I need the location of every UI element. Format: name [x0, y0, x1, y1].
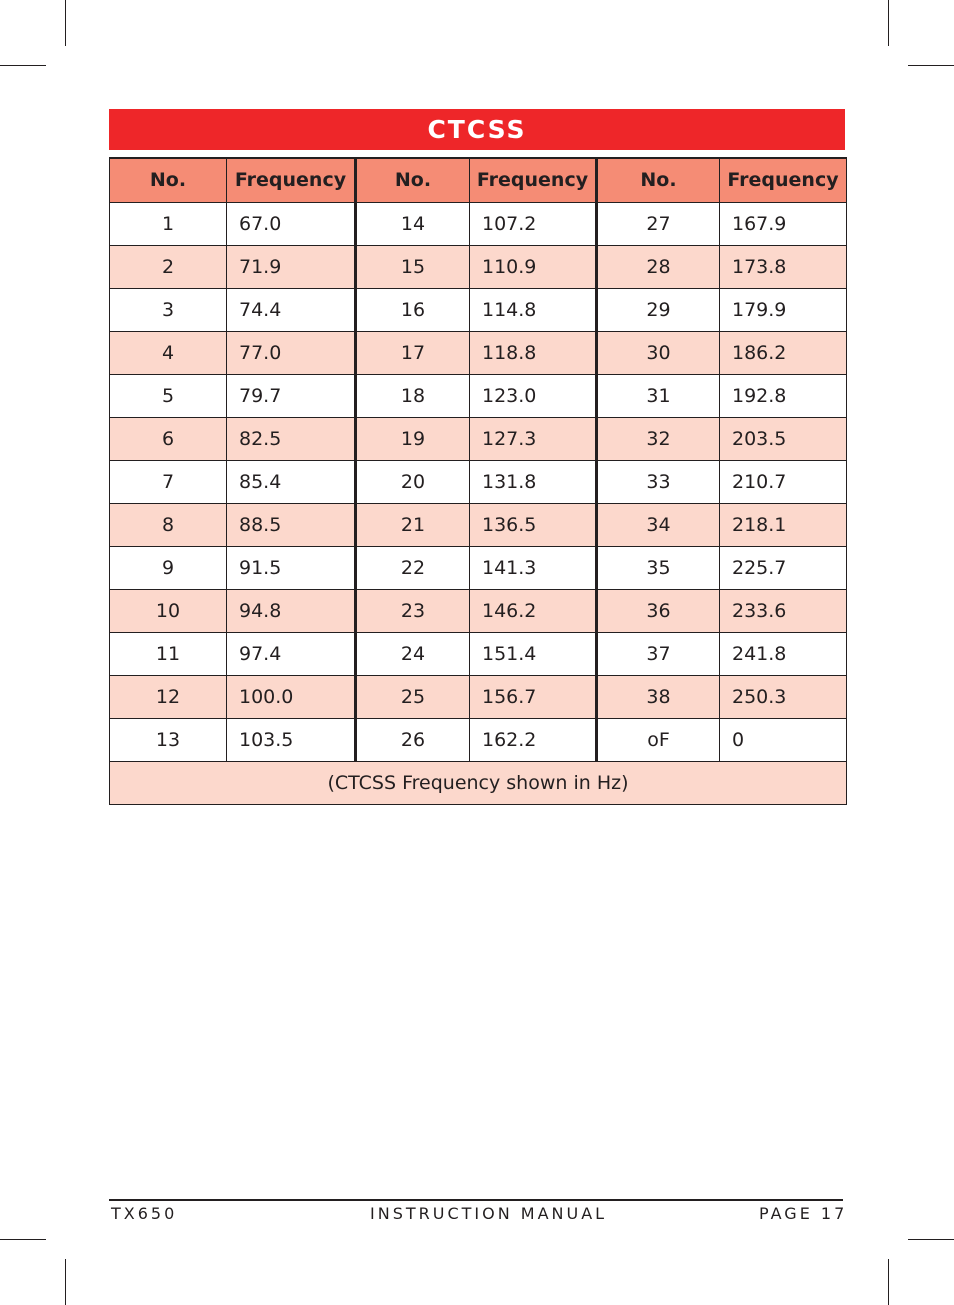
cell-no: 12: [110, 675, 227, 718]
cell-frequency: 233.6: [720, 589, 847, 632]
cell-frequency: 141.3: [470, 546, 597, 589]
crop-mark-top-left-vertical: [65, 0, 66, 46]
ctcss-table: [109, 157, 847, 805]
cell-no: oF: [597, 718, 720, 761]
cell-no: 3: [110, 288, 227, 331]
crop-mark-bottom-left-horizontal: [0, 1239, 46, 1240]
column-header-no: No.: [597, 158, 720, 202]
cell-no: 32: [597, 417, 720, 460]
cell-frequency: 77.0: [227, 331, 356, 374]
cell-no: 18: [356, 374, 470, 417]
cell-frequency: 107.2: [470, 202, 597, 245]
cell-no: 37: [597, 632, 720, 675]
cell-frequency: 85.4: [227, 460, 356, 503]
cell-no: 36: [597, 589, 720, 632]
cell-no: 19: [356, 417, 470, 460]
cell-frequency: 123.0: [470, 374, 597, 417]
cell-no: 26: [356, 718, 470, 761]
table-note-row: [110, 761, 847, 804]
cell-no: 10: [110, 589, 227, 632]
cell-no: 24: [356, 632, 470, 675]
crop-mark-top-right-horizontal: [908, 65, 954, 66]
footer-manual-title: INSTRUCTION MANUAL: [370, 1204, 608, 1223]
cell-frequency: 136.5: [470, 503, 597, 546]
cell-no: 33: [597, 460, 720, 503]
cell-no: 20: [356, 460, 470, 503]
table-row: [110, 417, 847, 460]
crop-mark-bottom-left-vertical: [65, 1259, 66, 1305]
crop-mark-top-right-vertical: [888, 0, 889, 46]
table-row: [110, 546, 847, 589]
cell-no: 2: [110, 245, 227, 288]
cell-frequency: 218.1: [720, 503, 847, 546]
footer-rule: [109, 1199, 843, 1201]
cell-frequency: 203.5: [720, 417, 847, 460]
cell-no: 21: [356, 503, 470, 546]
cell-no: 31: [597, 374, 720, 417]
table-row: [110, 331, 847, 374]
cell-no: 14: [356, 202, 470, 245]
cell-frequency: 94.8: [227, 589, 356, 632]
cell-no: 17: [356, 331, 470, 374]
cell-frequency: 156.7: [470, 675, 597, 718]
cell-frequency: 79.7: [227, 374, 356, 417]
cell-frequency: 0: [720, 718, 847, 761]
table-row: [110, 202, 847, 245]
crop-mark-bottom-right-vertical: [888, 1259, 889, 1305]
cell-frequency: 118.8: [470, 331, 597, 374]
cell-no: 1: [110, 202, 227, 245]
cell-frequency: 162.2: [470, 718, 597, 761]
cell-no: 5: [110, 374, 227, 417]
table-row: [110, 460, 847, 503]
cell-frequency: 91.5: [227, 546, 356, 589]
cell-no: 7: [110, 460, 227, 503]
table-header-row: [110, 158, 847, 202]
cell-frequency: 131.8: [470, 460, 597, 503]
cell-no: 15: [356, 245, 470, 288]
cell-frequency: 146.2: [470, 589, 597, 632]
column-header-no: No.: [110, 158, 227, 202]
column-header-no: No.: [356, 158, 470, 202]
cell-frequency: 82.5: [227, 417, 356, 460]
column-header-frequency: Frequency: [470, 158, 597, 202]
cell-no: 38: [597, 675, 720, 718]
cell-no: 25: [356, 675, 470, 718]
table-row: [110, 632, 847, 675]
cell-frequency: 103.5: [227, 718, 356, 761]
cell-no: 11: [110, 632, 227, 675]
cell-frequency: 110.9: [470, 245, 597, 288]
cell-no: 13: [110, 718, 227, 761]
column-header-frequency: Frequency: [720, 158, 847, 202]
cell-frequency: 71.9: [227, 245, 356, 288]
cell-frequency: 74.4: [227, 288, 356, 331]
cell-no: 35: [597, 546, 720, 589]
cell-frequency: 192.8: [720, 374, 847, 417]
cell-no: 9: [110, 546, 227, 589]
footer-model: TX650: [111, 1204, 178, 1223]
crop-mark-bottom-right-horizontal: [908, 1239, 954, 1240]
cell-frequency: 114.8: [470, 288, 597, 331]
table-row: [110, 288, 847, 331]
cell-frequency: 225.7: [720, 546, 847, 589]
cell-no: 4: [110, 331, 227, 374]
cell-no: 30: [597, 331, 720, 374]
cell-frequency: 100.0: [227, 675, 356, 718]
cell-no: 16: [356, 288, 470, 331]
cell-frequency: 88.5: [227, 503, 356, 546]
table-row: [110, 503, 847, 546]
cell-frequency: 186.2: [720, 331, 847, 374]
table-row: [110, 675, 847, 718]
cell-no: 6: [110, 417, 227, 460]
cell-frequency: 179.9: [720, 288, 847, 331]
cell-no: 27: [597, 202, 720, 245]
cell-no: 23: [356, 589, 470, 632]
cell-frequency: 97.4: [227, 632, 356, 675]
cell-no: 29: [597, 288, 720, 331]
cell-frequency: 127.3: [470, 417, 597, 460]
footer-page-number: PAGE 17: [759, 1204, 848, 1223]
table-row: [110, 245, 847, 288]
cell-no: 28: [597, 245, 720, 288]
cell-frequency: 173.8: [720, 245, 847, 288]
cell-no: 8: [110, 503, 227, 546]
cell-frequency: 167.9: [720, 202, 847, 245]
table-note: (CTCSS Frequency shown in Hz): [110, 761, 847, 804]
table-title: CTCSS: [109, 109, 845, 150]
table-row: [110, 374, 847, 417]
cell-frequency: 67.0: [227, 202, 356, 245]
cell-frequency: 151.4: [470, 632, 597, 675]
cell-no: 34: [597, 503, 720, 546]
column-header-frequency: Frequency: [227, 158, 356, 202]
table-row: [110, 589, 847, 632]
cell-no: 22: [356, 546, 470, 589]
cell-frequency: 250.3: [720, 675, 847, 718]
cell-frequency: 241.8: [720, 632, 847, 675]
cell-frequency: 210.7: [720, 460, 847, 503]
table-row: [110, 718, 847, 761]
crop-mark-top-left-horizontal: [0, 65, 46, 66]
